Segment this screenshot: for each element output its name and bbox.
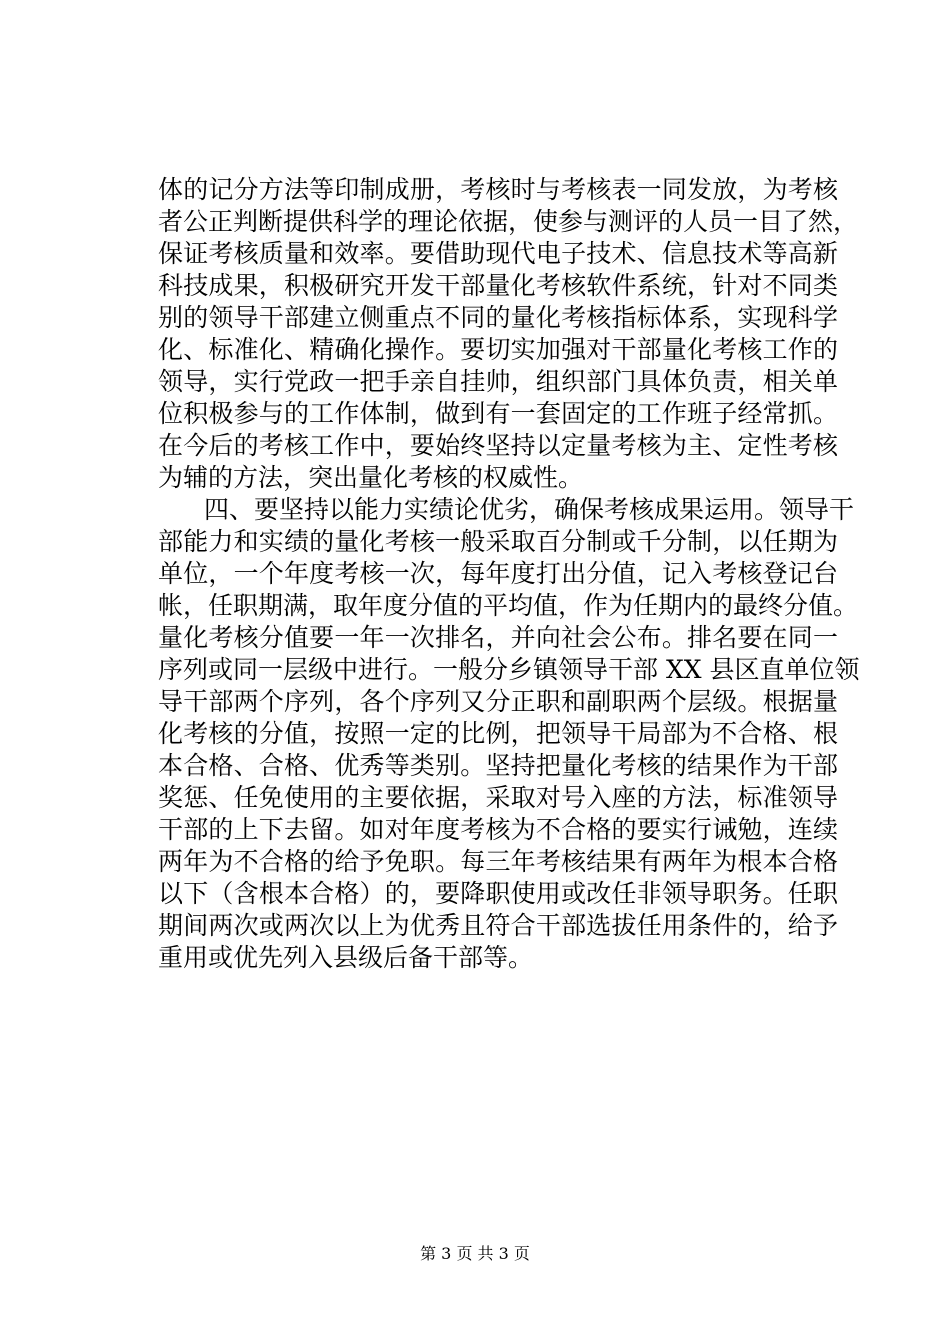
text-line: 位积极参与的工作体制，做到有一套固定的工作班子经常抓。 [158,399,838,428]
text-line: 量化考核分值要一年一次排名，并向社会公布。排名要在同一 [158,623,838,652]
text-line: 领导，实行党政一把手亲自挂帅，组织部门具体负责，相关单 [158,367,838,396]
text-line: 帐，任职期满，取年度分值的平均值，作为任期内的最终分值。 [158,591,859,620]
text-line: 化、标准化、精确化操作。要切实加强对干部量化考核工作的 [158,335,838,364]
text-line: 导干部两个序列，各个序列又分正职和副职两个层级。根据量 [158,687,838,716]
text-line: 期间两次或两次以上为优秀且符合干部选拔任用条件的，给予 [158,911,838,940]
paragraph-2 [158,494,860,974]
text-line: 部能力和实绩的量化考核一般采取百分制或千分制，以任期为 [158,527,838,556]
text-line: 科技成果，积极研究开发干部量化考核软件系统，针对不同类 [158,271,838,300]
text-line: 两年为不合格的给予免职。每三年考核结果有两年为根本合格 [158,847,838,876]
paragraph-1 [158,174,859,494]
page-number: 第 3 页 共 3 页 [420,1244,530,1263]
text-line: 体的记分方法等印制成册，考核时与考核表一同发放，为考核 [158,175,838,204]
text-line: 化考核的分值，按照一定的比例，把领导干局部为不合格、根 [158,719,838,748]
text-line: 重用或优先列入县级后备干部等。 [158,943,534,972]
text-line: 以下（含根本合格）的，要降职使用或改任非领导职务。任职 [158,879,838,908]
text-line: 为辅的方法，突出量化考核的权威性。 [158,463,584,492]
text-line: 四、要坚持以能力实绩论优劣，确保考核成果运用。领导干 [204,495,855,524]
text-line: 别的领导干部建立侧重点不同的量化考核指标体系，实现科学 [158,303,838,332]
text-line: 单位，一个年度考核一次，每年度打出分值，记入考核登记台 [158,559,838,588]
text-line: 奖惩、任免使用的主要依据，采取对号入座的方法，标准领导 [158,783,838,812]
body-text [158,174,860,974]
text-line: 序列或同一层级中进行。一般分乡镇领导干部 XX 县区直单位领 [158,655,860,684]
text-line: 本合格、合格、优秀等类别。坚持把量化考核的结果作为干部 [158,751,838,780]
text-line: 保证考核质量和效率。要借助现代电子技术、信息技术等高新 [158,239,838,268]
text-line: 在今后的考核工作中，要始终坚持以定量考核为主、定性考核 [158,431,838,460]
text-line: 干部的上下去留。如对年度考核为不合格的要实行诫勉，连续 [158,815,838,844]
page-footer [0,1244,950,1264]
text-line: 者公正判断提供科学的理论依据，使参与测评的人员一目了然， [158,207,859,236]
